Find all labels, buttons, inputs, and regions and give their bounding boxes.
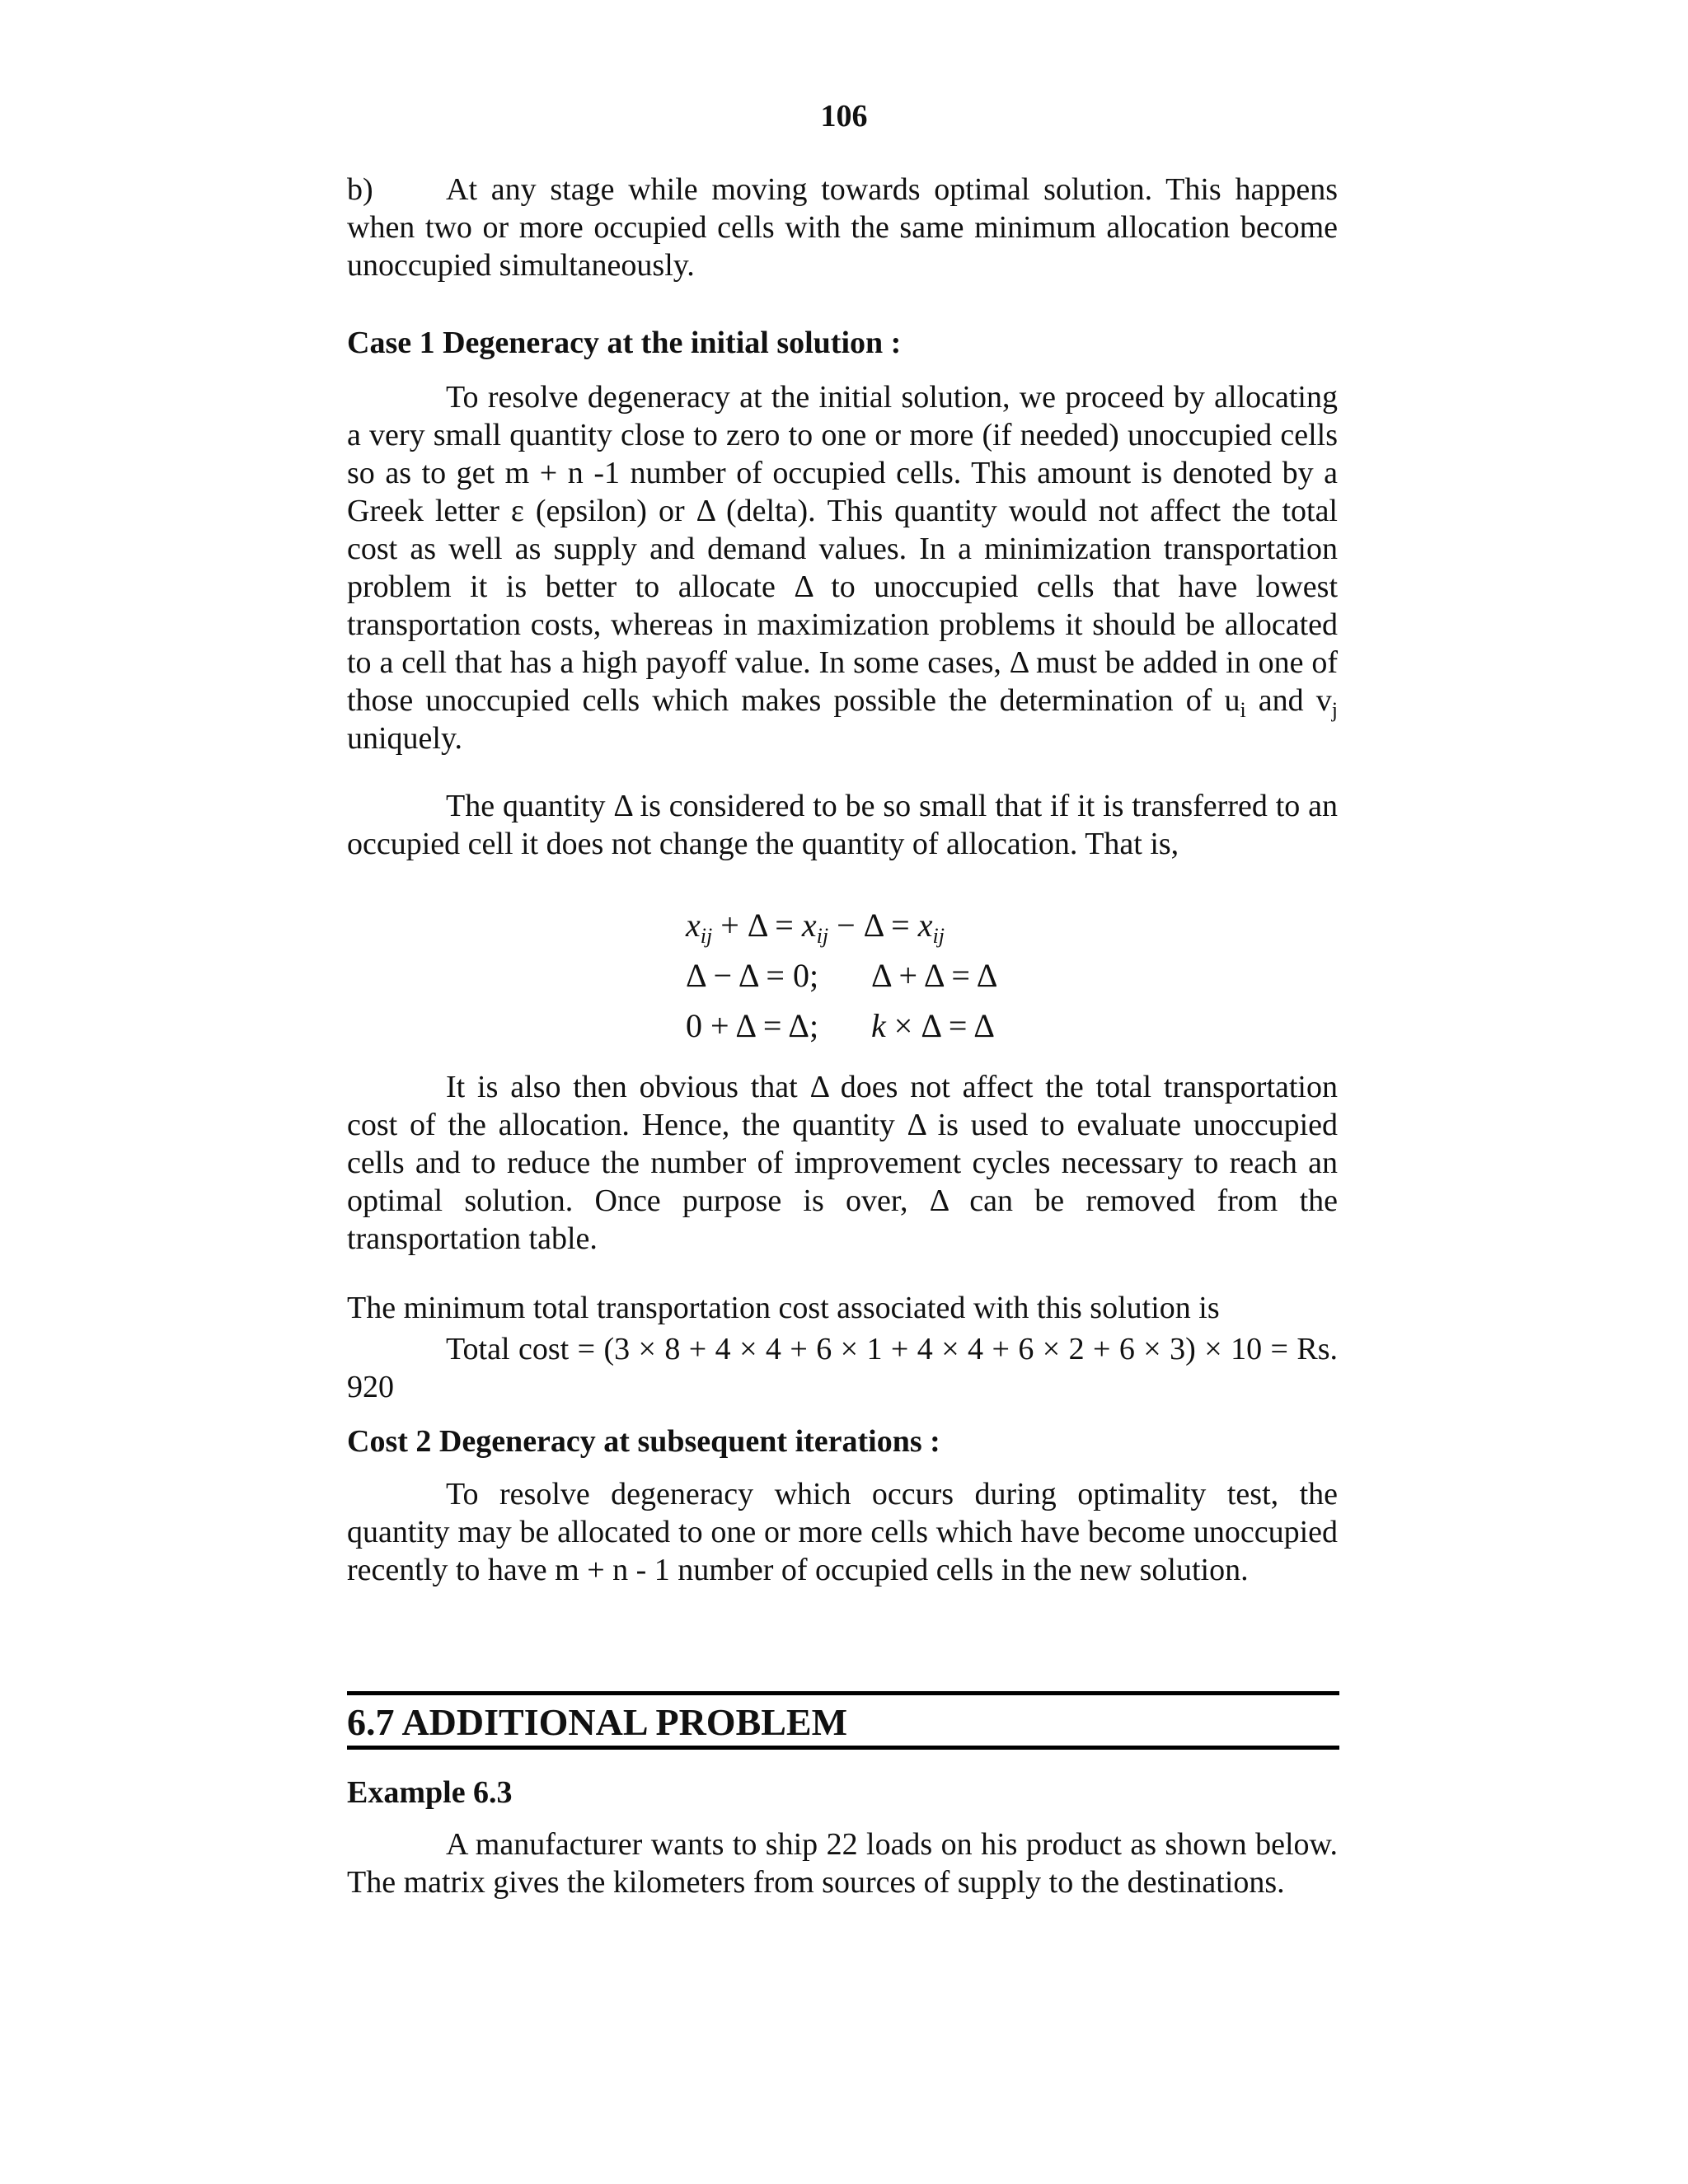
equation-3-right: [871, 1001, 995, 1051]
math-var: x: [801, 907, 817, 944]
case2-heading: Cost 2 Degeneracy at subsequent iterations :: [347, 1424, 940, 1459]
text-run: (epsilon) or: [523, 494, 696, 528]
delta-symbol: Δ: [1009, 645, 1029, 680]
case2-block: [347, 1422, 1338, 1589]
text-run: can be removed from the transportation table.: [347, 1183, 1338, 1256]
case2-text: To resolve degeneracy which occurs during optimality test, the quantity may be allocated to one or more cells which have become unoccupied recently to have m + n - 1 number of occupied cells in the new solution.: [347, 1477, 1338, 1587]
section-rule-bottom: [347, 1746, 1339, 1750]
epsilon-symbol: ε: [510, 494, 524, 528]
section-title: 6.7 ADDITIONAL PROBLEM: [347, 1701, 848, 1743]
math-operator: + Δ =: [712, 907, 802, 944]
item-b-text: At any stage while moving towards optimal solution. This happens when two or more occupied cells with the same minimum allocation become unoccupied simultaneously.: [347, 172, 1338, 283]
example-heading: Example 6.3: [347, 1775, 513, 1810]
text-run: to unoccupied cells that have lowest transportation costs, whereas in maximization problems it should be allocated to a cell that has a high payoff value. In some cases,: [347, 569, 1339, 680]
delta-symbol: Δ: [907, 1108, 926, 1142]
text-run: To resolve degeneracy at the initial solution, we proceed by allocating a very small quantity close to zero to one or more (if needed) unoccupied cells so as to get m + n -1 number of occupied cells. This amount is denoted by a Greek letter: [347, 380, 1338, 528]
item-b-label: b): [347, 172, 373, 207]
case1-paragraph-2: [347, 787, 1338, 863]
total-cost-formula: Total cost = (3 × 8 + 4 × 4 + 6 × 1 + 4 × 4 + 6 × 2 + 6 × 3) × 10 = Rs. 920: [347, 1332, 1338, 1404]
text-run: must be added in one of those unoccupied cells which makes possible the determination of u: [347, 645, 1338, 718]
delta-property-paragraph: [347, 1068, 1338, 1258]
equation-block: [686, 901, 998, 1052]
equation-row-2: [686, 951, 998, 1001]
text-run: (delta). This quantity would not affect the total cost as well as supply and demand values. In a minimization transportation problem it is better to allocate: [347, 494, 1338, 604]
example-text: A manufacturer wants to ship 22 loads on his product as shown below. The matrix gives the kilometers from sources of supply to the destinations.: [347, 1827, 1338, 1900]
total-cost-intro: The minimum total transportation cost associated with this solution is: [347, 1291, 1220, 1325]
subscript-i: i: [1240, 698, 1246, 722]
text-run: is used to evaluate unoccupied cells and to reduce the number of improvement cycles necessary to reach an optimal solution. Once purpose is over,: [347, 1108, 1339, 1218]
equation-row-1: [686, 901, 945, 951]
example-block: [347, 1774, 1338, 1901]
text-run: It is also then obvious that: [446, 1070, 810, 1104]
text-run: is considered to be so small that if it is transferred to an occupied cell it does not change the quantity of allocation. That is,: [347, 789, 1338, 861]
math-subscript: ij: [700, 924, 713, 948]
case1-heading-block: [347, 324, 1338, 362]
delta-symbol: Δ: [809, 1070, 828, 1104]
math-var: x: [686, 907, 701, 944]
equation-2-left: Δ − Δ = 0;: [686, 957, 819, 994]
text-run: does not affect the total transportation cost of the allocation. Hence, the quantity: [347, 1070, 1338, 1142]
delta-symbol: Δ: [613, 789, 632, 823]
item-b: [347, 171, 1338, 284]
equation-3-left: 0 + Δ = Δ;: [686, 1007, 819, 1044]
math-subscript: ij: [816, 924, 829, 948]
equation-row-3: [686, 1001, 995, 1052]
delta-symbol: Δ: [794, 569, 813, 604]
equation-2-right: Δ + Δ = Δ: [871, 957, 998, 994]
math-var: x: [917, 907, 933, 944]
total-cost-block: [347, 1289, 1338, 1406]
math-operator: − Δ =: [828, 907, 918, 944]
delta-symbol: Δ: [929, 1183, 949, 1218]
text-run: and v: [1245, 683, 1332, 718]
page-number: 106: [820, 99, 868, 134]
math-operator: × Δ = Δ: [885, 1007, 995, 1044]
math-subscript: ij: [932, 924, 945, 948]
delta-symbol: Δ: [696, 494, 715, 528]
text-run: uniquely.: [347, 721, 463, 756]
case1-paragraph-1: [347, 378, 1338, 757]
text-run: The quantity: [446, 789, 614, 823]
subscript-j: j: [1331, 698, 1338, 722]
math-var: k: [871, 1007, 886, 1044]
section-rule-top: [347, 1691, 1339, 1695]
case1-heading: Case 1 Degeneracy at the initial solution :: [347, 326, 902, 360]
